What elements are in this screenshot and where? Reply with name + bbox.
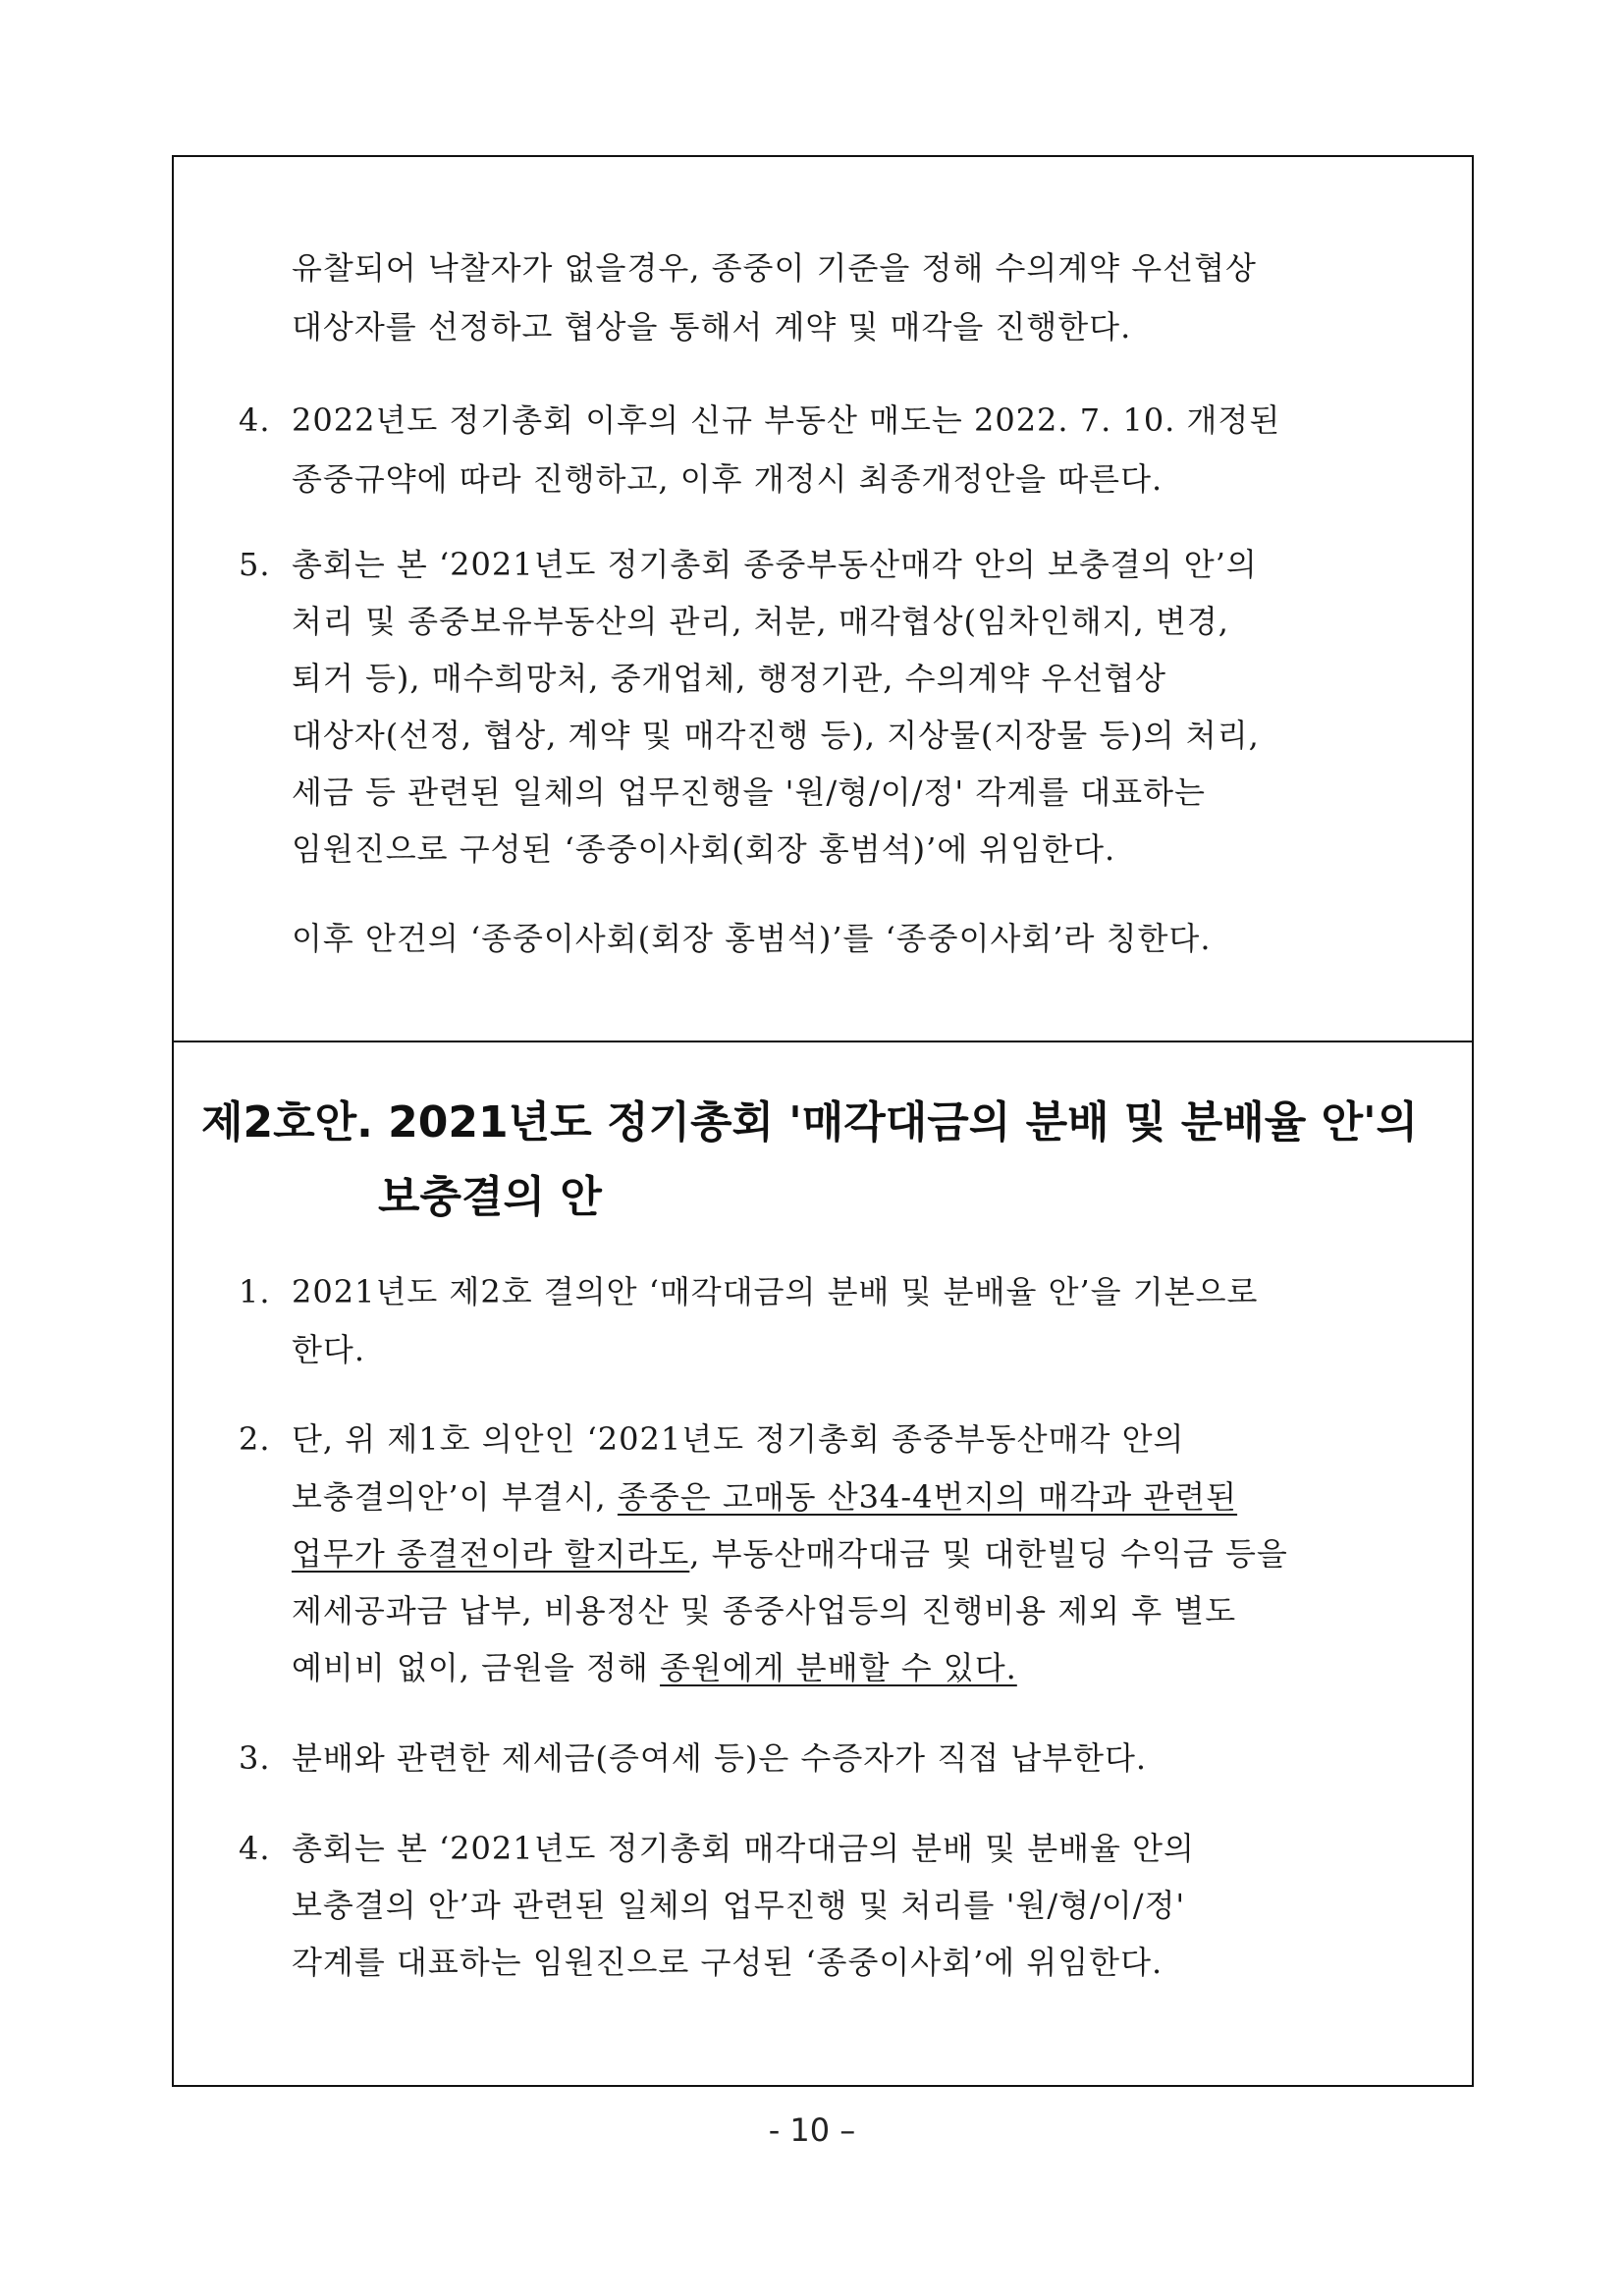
body-line [292, 1477, 1237, 1517]
item-number: 1. [239, 1273, 271, 1310]
body-line [292, 1534, 1288, 1574]
body-line: 임원진으로 구성된 ‘종중이사회(회장 홍범석)’에 위임한다. [292, 830, 1116, 868]
body-line: 단, 위 제1호 의안인 ‘2021년도 정기총회 종중부동산매각 안의 [292, 1420, 1185, 1458]
section-divider [174, 1041, 1472, 1042]
underlined-text: 종원에게 분배할 수 있다. [659, 1649, 1017, 1686]
body-line: 처리 및 종중보유부동산의 관리, 처분, 매각협상(임차인해지, 변경, [292, 603, 1229, 640]
section-heading-continuation: 보충결의 안 [378, 1172, 602, 1222]
body-text: 보충결의안’이 부결시, [292, 1478, 618, 1516]
item-number: 4. [239, 1830, 271, 1867]
body-line: 분배와 관련한 제세금(증여세 등)은 수증자가 직접 납부한다. [292, 1739, 1148, 1777]
body-line: 2021년도 제2호 결의안 ‘매각대금의 분배 및 분배율 안’을 기본으로 [292, 1273, 1259, 1310]
underlined-text: 업무가 종결전이라 할지라도 [292, 1535, 690, 1573]
body-line: 한다. [292, 1331, 365, 1368]
body-text: , 부동산매각대금 및 대한빌딩 수익금 등을 [689, 1535, 1288, 1573]
body-line: 종중규약에 따라 진행하고, 이후 개정시 최종개정안을 따른다. [292, 460, 1164, 498]
item-number: 3. [239, 1739, 271, 1777]
body-line: 세금 등 관련된 일체의 업무진행을 '원/형/이/정' 각계를 대표하는 [292, 774, 1206, 811]
body-line: 퇴거 등), 매수희망처, 중개업체, 행정기관, 수의계약 우선협상 [292, 660, 1167, 697]
body-line [292, 1648, 1017, 1687]
page-number: - 10 – [768, 2111, 856, 2149]
body-line: 유찰되어 낙찰자가 없을경우, 종중이 기준을 정해 수의계약 우선협상 [292, 249, 1257, 287]
item-number: 5. [239, 546, 271, 583]
body-line: 총회는 본 ‘2021년도 정기총회 매각대금의 분배 및 분배율 안의 [292, 1830, 1195, 1867]
body-line: 대상자를 선정하고 협상을 통해서 계약 및 매각을 진행한다. [292, 308, 1132, 346]
note-line: 이후 안건의 ‘종중이사회(회장 홍범석)’를 ‘종중이사회’라 칭한다. [292, 920, 1212, 957]
body-line: 보충결의 안’과 관련된 일체의 업무진행 및 처리를 '원/형/이/정' [292, 1887, 1186, 1924]
body-line: 제세공과금 납부, 비용정산 및 종중사업등의 진행비용 제외 후 별도 [292, 1592, 1237, 1629]
item-number: 2. [239, 1420, 271, 1458]
body-line: 총회는 본 ‘2021년도 정기총회 종중부동산매각 안의 보충결의 안’의 [292, 546, 1258, 583]
body-line: 2022년도 정기총회 이후의 신규 부동산 매도는 2022. 7. 10. 개정된 [292, 401, 1281, 439]
body-text: 예비비 없이, 금원을 정해 [292, 1649, 660, 1686]
item-number: 4. [239, 401, 271, 439]
underlined-text: 종중은 고매동 산34-4번지의 매각과 관련된 [617, 1478, 1238, 1516]
section-heading: 제2호안. 2021년도 정기총회 '매각대금의 분배 및 분배율 안'의 [201, 1097, 1419, 1148]
body-line: 대상자(선정, 협상, 계약 및 매각진행 등), 지상물(지장물 등)의 처리, [292, 717, 1260, 754]
body-line: 각계를 대표하는 임원진으로 구성된 ‘종중이사회’에 위임한다. [292, 1944, 1164, 1981]
